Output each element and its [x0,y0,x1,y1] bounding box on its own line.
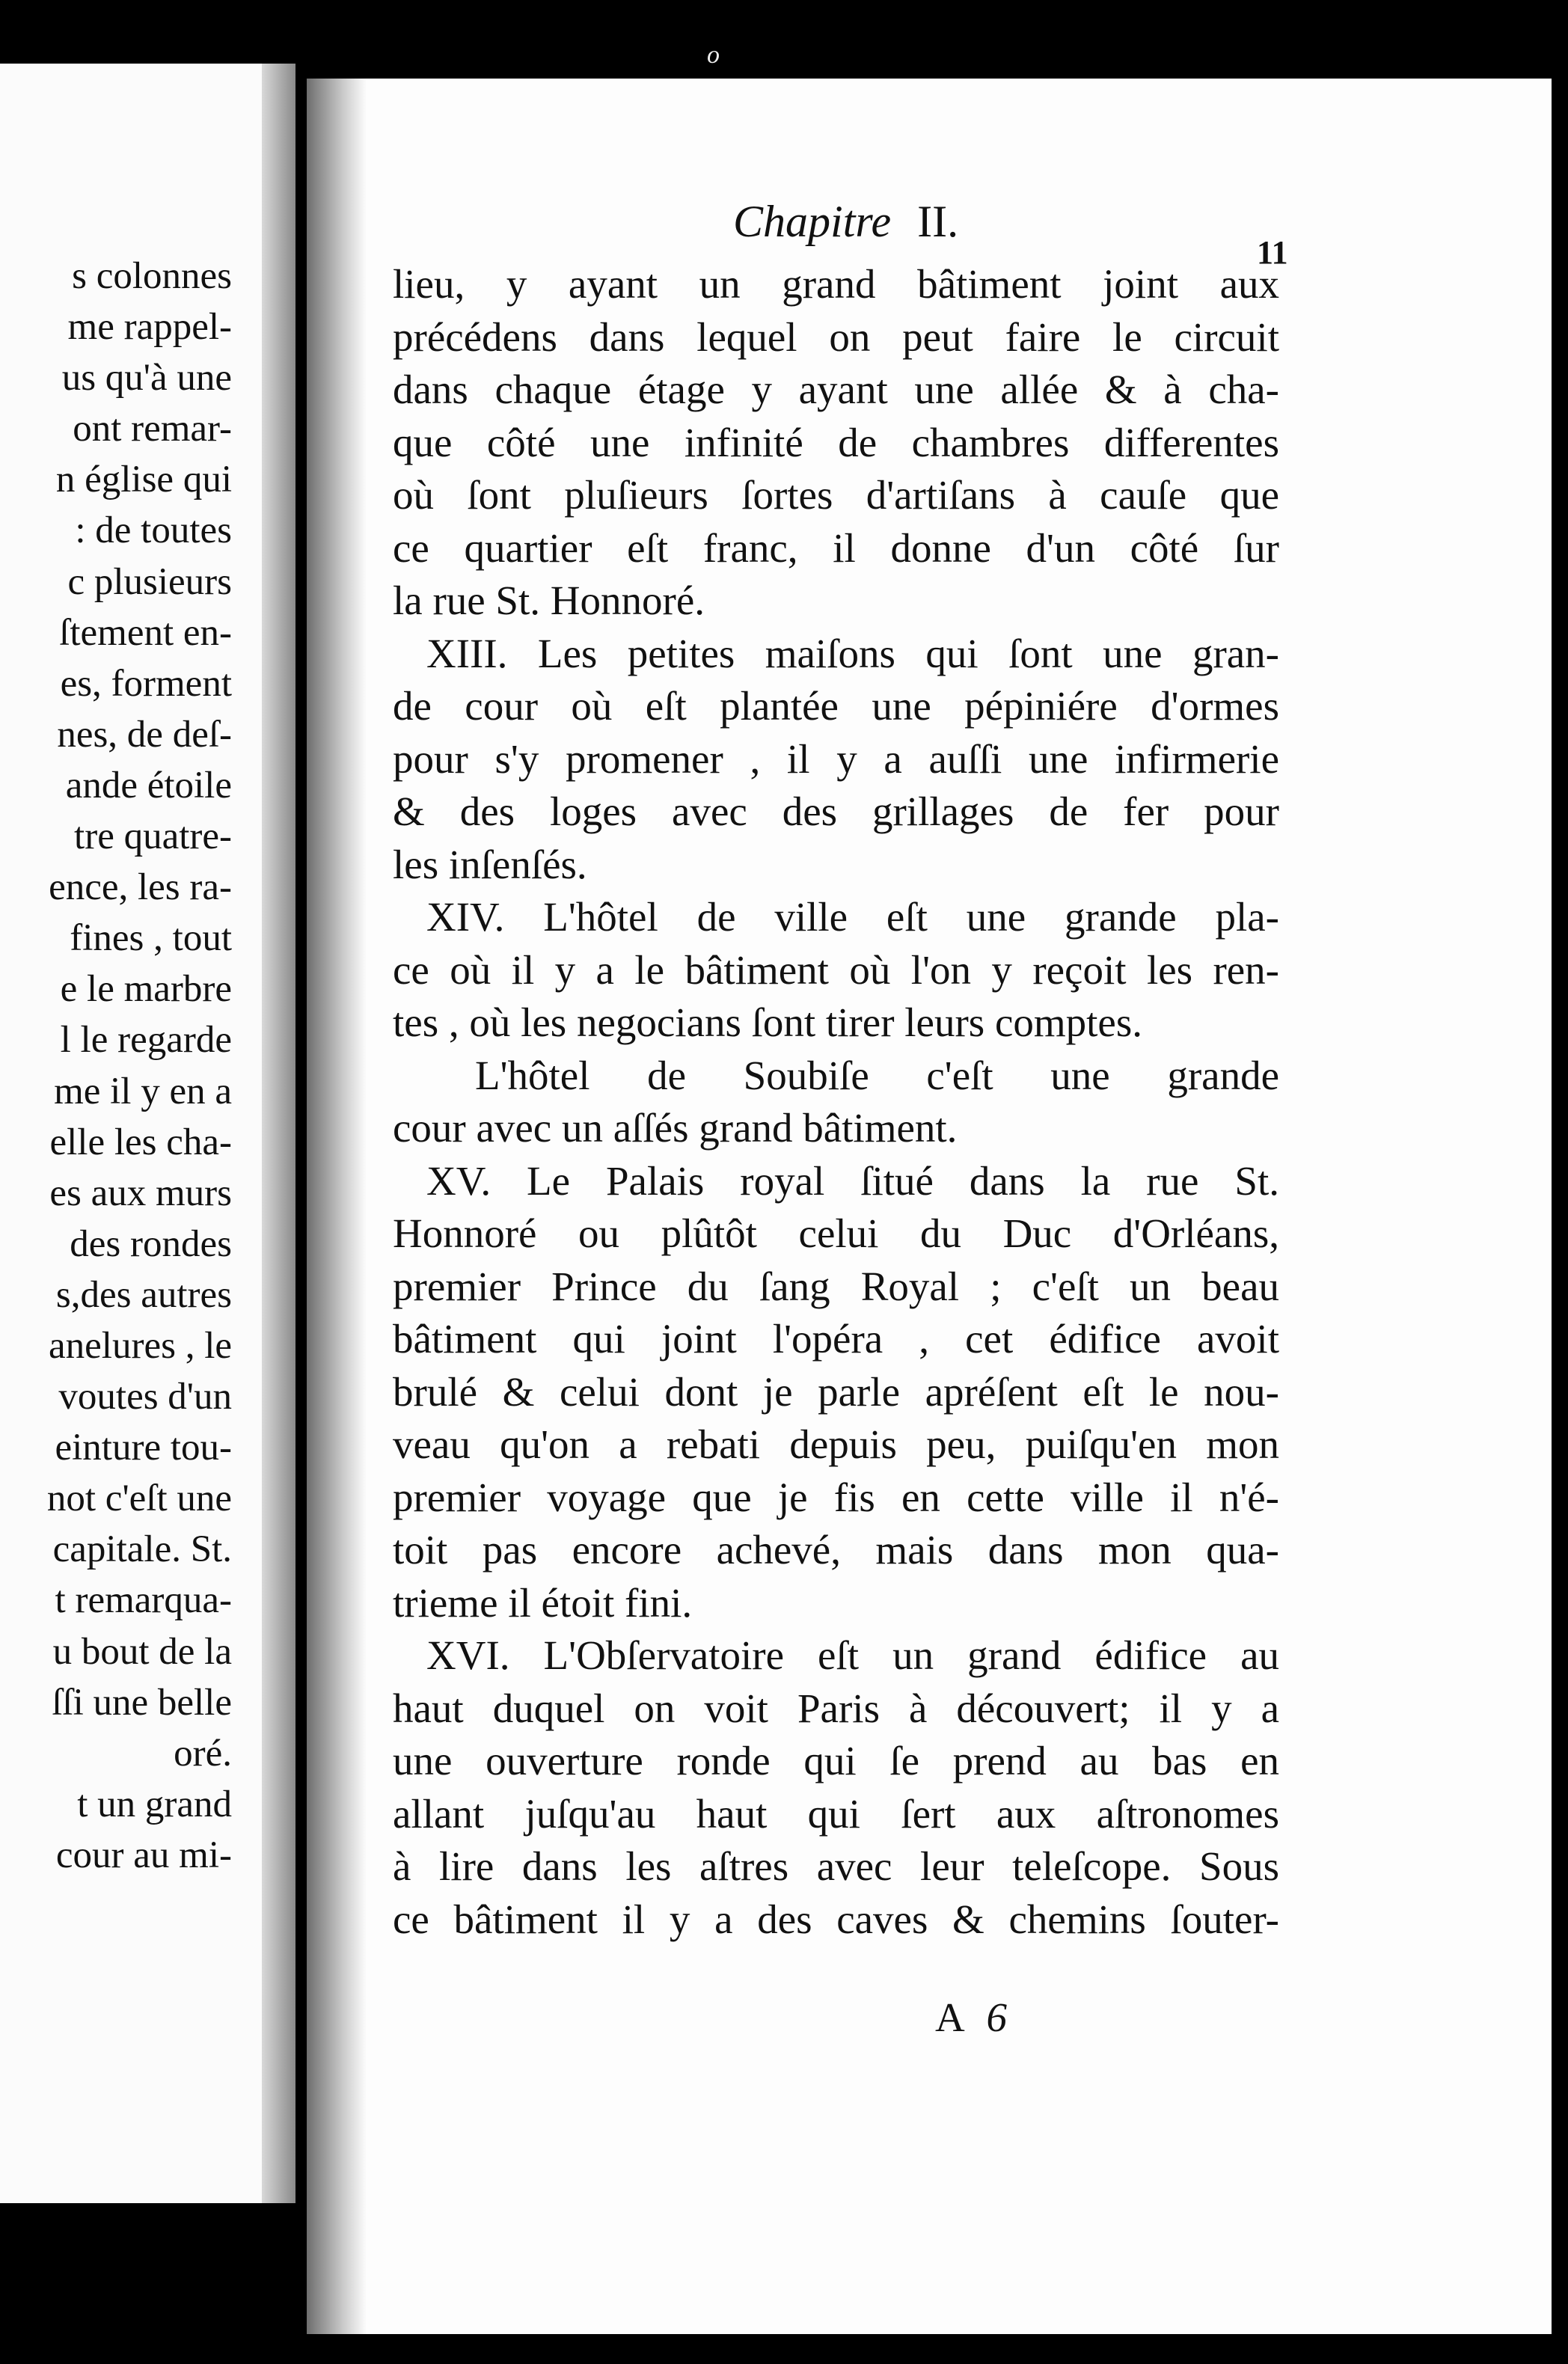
text-line: bâtiment qui joint l'opéra , cet édifice avoit [393,1316,1279,1362]
text-line: veau qu'on a rebati depuis peu, puiſqu'en mon [393,1421,1279,1467]
left-page-line: t un grand [77,1783,232,1825]
page-number: 11 [1257,234,1288,271]
left-page-line: es aux murs [49,1172,232,1214]
right-page-gutter [307,79,367,2334]
left-page-line: oré. [174,1732,232,1774]
text-line: brulé & celui dont je parle apréſent eſt le nou- [393,1368,1279,1415]
signature-mark [935,1994,1007,2041]
left-page-line: s colonnes [72,255,232,297]
running-head-title: Chapitre [733,197,892,246]
left-page-line: nes, de deſ- [57,713,232,756]
text-line: allant juſqu'au haut qui ſert aux aſtronomes [393,1790,1279,1837]
text-line: de cour où eſt plantée une pépiniére d'ormes [393,683,1279,729]
text-line: XIII. Les petites maiſons qui ſont une gran- [426,630,1279,676]
text-line: que côté une infinité de chambres differentes [393,419,1279,465]
left-page-line: ande étoile [65,764,232,806]
text-line: la rue St. Honnoré. [393,578,705,623]
signature-letter: A [935,1994,963,2040]
left-page-line: us qu'à une [61,357,232,399]
left-page-line: ſtement en- [59,611,232,654]
left-page-line: cour au mi- [55,1834,232,1876]
text-line: XIV. L'hôtel de ville eſt une grande pla- [426,894,1279,940]
left-page-line: s,des autres [55,1273,232,1316]
text-line: dans chaque étage y ayant une allée & à cha- [393,367,1279,412]
text-line: à lire dans les aſtres avec leur teleſcope. Sous [393,1843,1279,1889]
running-head [733,196,958,248]
left-page-line: fines , tout [70,917,232,960]
scan-mark: o [707,41,720,69]
left-page-line: c plusieurs [67,560,232,603]
left-page-line: ont remar- [73,408,232,450]
left-page-line: me rappel- [67,306,232,349]
text-line: ce où il y a le bâtiment où l'on y reçoit les ren- [393,946,1279,993]
text-line: XVI. L'Obſervatoire eſt un grand édifice au [426,1632,1279,1678]
text-line: Honnoré ou plûtôt celui du Duc d'Orléans, [393,1210,1279,1256]
left-page-line: es, forment [60,662,232,705]
text-line: premier Prince du ſang Royal ; c'eſt un beau [393,1263,1279,1309]
text-line: lieu, y ayant un grand bâtiment joint aux [393,261,1279,307]
text-line: premier voyage que je fis en cette ville il n'é- [393,1474,1279,1520]
text-line: tes , où les negocians ſont tirer leurs comptes. [393,999,1142,1045]
left-page-line: des rondes [70,1222,232,1265]
left-page-line: tre quatre- [74,815,232,858]
left-page-line: l le regarde [60,1019,232,1062]
text-line: ce bâtiment il y a des caves & chemins ſouter- [393,1896,1279,1942]
left-page-line: capitale. St. [52,1528,232,1571]
left-page-line: n église qui [55,459,232,501]
text-line: trieme il étoit fini. [393,1579,693,1626]
text-line: cour avec un aſſés grand bâtiment. [393,1105,958,1151]
left-page-line: anelures , le [49,1324,232,1367]
text-line: XV. Le Palais royal ſitué dans la rue St. [426,1157,1279,1204]
left-page [0,64,295,2203]
text-line: toit pas encore achevé, mais dans mon qua- [393,1527,1279,1573]
left-page-line: me il y en a [54,1070,232,1112]
chapter-numeral: II. [917,197,959,246]
signature-number: 6 [986,1994,1007,2040]
text-line: les inſenſés. [393,841,587,887]
left-page-line: einture tou- [55,1427,232,1469]
text-line: & des loges avec des grillages de fer pour [393,788,1279,834]
left-page-line: ſſi une belle [52,1681,232,1724]
text-line: haut duquel on voit Paris à découvert; il y a [393,1685,1279,1731]
text-line: où ſont pluſieurs ſortes d'artiſans à cauſe que [393,472,1279,518]
left-page-text [0,251,232,1881]
left-page-line: ence, les ra- [49,866,232,909]
left-page-gutter [262,64,295,2203]
left-page-line: e le marbre [60,968,232,1011]
left-page-line: elle les cha- [49,1121,232,1163]
text-line: une ouverture ronde qui ſe prend au bas en [393,1738,1279,1783]
text-line: ce quartier eſt franc, il donne d'un côté ſur [393,524,1279,571]
left-page-line: : de toutes [75,509,232,552]
left-page-line: not c'eſt une [46,1478,232,1520]
left-page-line: t remarqua- [55,1579,232,1622]
left-page-line: u bout de la [52,1630,232,1673]
text-line: L'hôtel de Soubiſe c'eſt une grande [475,1052,1279,1098]
left-page-line: voutes d'un [58,1376,232,1418]
text-line: pour s'y promener , il y a auſſi une infirmerie [393,735,1279,782]
text-line: précédens dans lequel on peut faire le circuit [393,313,1279,360]
main-text [393,258,1279,1946]
